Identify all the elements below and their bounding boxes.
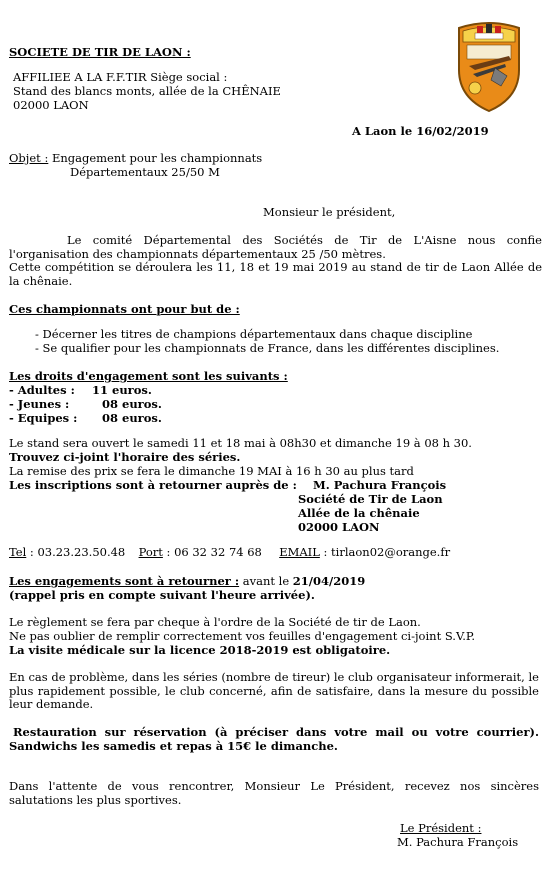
- affiliation-line: AFFILIEE A LA F.F.TIR Siège social :: [13, 70, 228, 84]
- deadline-mid: avant le: [239, 574, 293, 588]
- deadline-line: [9, 575, 365, 589]
- catering-paragraph: Restauration sur réservation (à préciser dans votre mail ou votre courrier). Sandwichs les samedis et repas à 15€ le dimanche.: [9, 725, 539, 753]
- fee-label: - Adultes :: [9, 383, 75, 397]
- contact-city: 02000 LAON: [298, 520, 380, 534]
- fee-amount: 11 euros.: [92, 383, 152, 397]
- registration-label: Les inscriptions sont à retourner auprès de :: [9, 478, 297, 492]
- contact-club: Société de Tir de Laon: [298, 492, 443, 506]
- fee-label: - Jeunes :: [9, 397, 70, 411]
- closing-paragraph: Dans l'attente de vous rencontrer, Monsieur Le Président, recevez nos sincères salutations les plus sportives.: [9, 779, 539, 807]
- payment-note: Le règlement se fera par cheque à l'ordre de la Société de tir de Laon.: [9, 615, 421, 629]
- postal-line: 02000 LAON: [13, 98, 89, 112]
- signature-name: M. Pachura François: [397, 835, 519, 849]
- salutation: Monsieur le président,: [263, 205, 396, 219]
- problem-paragraph: En cas de problème, dans les séries (nombre de tireur) le club organisateur informerait, le plus rapidement possible, le club concerné, afin de satisfaire, dans la mesure du possible leur demande.: [9, 670, 539, 711]
- contact-line: [9, 546, 450, 560]
- port-value: : 06 32 32 74 68: [162, 545, 262, 559]
- deadline-label: Les engagements sont à retourner :: [9, 574, 240, 588]
- stand-open: Le stand sera ouvert le samedi 11 et 18 mai à 08h30 et dimanche 19 à 08 h 30.: [9, 436, 472, 450]
- fees-heading: Les droits d'engagement sont les suivants :: [9, 369, 288, 383]
- fee-label: - Equipes :: [9, 411, 78, 425]
- deadline-note: (rappel pris en compte suivant l'heure arrivée).: [9, 588, 315, 602]
- port-label: Port: [138, 545, 163, 559]
- tel-value: : 03.23.23.50.48: [26, 545, 126, 559]
- schedule-note: Trouvez ci-joint l'horaire des séries.: [9, 450, 241, 464]
- object-line: [9, 152, 262, 166]
- fee-amount: 08 euros.: [102, 411, 162, 425]
- medical-note: La visite médicale sur la licence 2018-2019 est obligatoire.: [9, 643, 391, 657]
- place-date: A Laon le 16/02/2019: [352, 124, 489, 138]
- fee-amount: 08 euros.: [102, 397, 162, 411]
- object-label: Objet :: [9, 151, 49, 165]
- shooting-club-crest-icon: [455, 18, 523, 113]
- tel-label: Tel: [9, 545, 27, 559]
- signature-title: Le Président :: [400, 821, 482, 835]
- contact-name: M. Pachura François: [313, 478, 447, 492]
- goal-item: - Se qualifier pour les championnats de France, dans les différentes disciplines.: [35, 341, 500, 355]
- email-label: EMAIL: [279, 545, 320, 559]
- object-subline: Départementaux 25/50 M: [70, 165, 220, 179]
- forms-note: Ne pas oublier de remplir correctement vos feuilles d'engagement ci-joint S.V.P.: [9, 629, 475, 643]
- goals-heading: Ces championnats ont pour but de :: [9, 302, 240, 316]
- intro-paragraph: Le comité Départemental des Sociétés de Tir de L'Aisne nous confie l'organisation des championnats départementaux 25 /50 mètres.: [9, 233, 542, 261]
- dates-paragraph: Cette compétition se déroulera les 11, 18 et 19 mai 2019 au stand de tir de Laon Allée de la chênaie.: [9, 260, 542, 288]
- goal-item: - Décerner les titres de champions départementaux dans chaque discipline: [35, 327, 473, 341]
- club-name: SOCIETE DE TIR DE LAON :: [9, 45, 191, 59]
- email-value[interactable]: : tirlaon02@orange.fr: [319, 545, 451, 559]
- deadline-date: 21/04/2019: [292, 574, 366, 588]
- address-line: Stand des blancs monts, allée de la CHÊNAIE: [13, 84, 281, 98]
- prize-note: La remise des prix se fera le dimanche 19 MAI à 16 h 30 au plus tard: [9, 464, 414, 478]
- object-text: Engagement pour les championnats: [48, 151, 263, 165]
- contact-street: Allée de la chênaie: [298, 506, 420, 520]
